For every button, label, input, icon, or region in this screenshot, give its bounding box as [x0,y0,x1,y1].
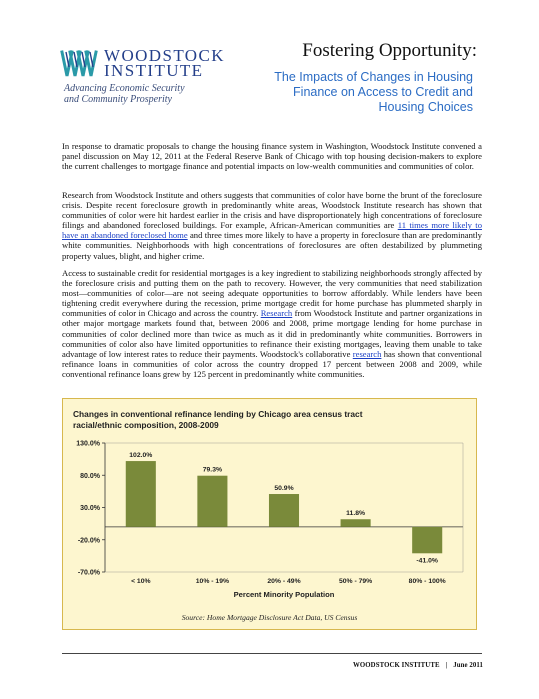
bar [269,494,299,527]
bar-value-label: 102.0% [129,452,153,460]
x-tick-label: 20% - 49% [267,578,301,585]
footer-separator: | [445,662,448,669]
abandoned-home-link[interactable]: 11 times more likely to have an abandoned foreclosed home [62,220,482,241]
bar [126,461,156,527]
x-tick-label: 50% - 79% [338,578,373,585]
paragraph-intro: In response to dramatic proposals to change the housing finance system in Washington, Woodstock Institute convened a panel discussion on May 12, 2011 at the Federal Reserve Bank of Chicago with top housing decision-makers to explore the current challenges to mortgage finance and potential impacts on low-wealth communities and communities of color. [62,141,482,172]
document-subtitle [243,70,473,115]
bar [197,476,227,527]
bar-value-label: 50.9% [274,485,294,493]
logo-wordmark [104,48,225,78]
paragraph-credit-text-c: has shown that conventional refinance loans in communities of color across the country dropped 17 percent between 2008 and 2009, while conventional refinance loans grew by 125 percent in predominantly white communities. [62,348,482,379]
logo-tagline [64,83,185,105]
paragraph-credit-text-a: Access to sustainable credit for residential mortgages is a key ingredient to stabilizing neighborhoods strongly affected by the foreclosure crisis and putting them on the path to recovery. However, the very communities that need stabilization most—communities of color—are not seeing adequate opportunities to borrow affordably. While lenders have been tightening credit everywhere during the recession, prime mortgage credit for home purchase has plummeted sharply in communities of color in Chicago and across the country. [62,268,482,319]
chart-source: Source: Home Mortgage Disclosure Act Data, US Census [181,613,358,622]
footer-divider [62,653,482,654]
collaborative-research-link[interactable]: research [352,348,382,359]
paragraph-foreclosure-text-a: Research from Woodstock Institute and others suggests that communities of color have borne the brunt of the foreclosure crisis. Despite recent foreclosure growth in predominantly white areas, Woodstock Institute research has shown that communities of color were hit hardest earlier in the crisis and have disproportionately high concentrations of foreclosure filings and abandoned foreclosed buildings. For example, African-American communities are [62,190,482,231]
bar [412,527,442,553]
logo-name-line1: WOODSTOCK [104,46,225,65]
logo-name-line2: INSTITUTE [104,61,204,80]
y-tick-label: -70.0% [77,569,100,577]
footer-org: WOODSTOCK INSTITUTE [353,662,440,669]
bar-value-label: 11.8% [346,510,366,518]
y-tick-label: 80.0% [80,472,100,480]
footer-date: June 2011 [453,662,483,669]
woodstock-logo [60,46,260,116]
chart-title: Changes in conventional refinance lending by Chicago area census tract racial/ethnic composition, 2008-2009 [73,409,363,430]
y-tick-label: 30.0% [80,505,100,512]
subtitle-line3: Housing Choices [378,100,473,114]
paragraph-foreclosure-text-b: and three times more likely to have a property in foreclosure than are predominantly white communities. Neighborhoods with high concentrations of foreclosures are often destabilized by plummeting property values, blight, and higher crime. [62,230,482,261]
bar [341,519,371,527]
paragraph-credit-access [62,268,482,379]
page-footer [353,662,483,669]
refinance-chart [62,398,477,630]
logo-tagline-line1: Advancing Economic Security [64,83,185,94]
y-tick-label: -20.0% [77,537,100,545]
document-title: Fostering Opportunity: [302,40,477,61]
x-tick-label: 10% - 19% [195,578,230,585]
subtitle-line1: The Impacts of Changes in Housing [274,70,473,84]
paragraph-foreclosure [62,190,482,261]
x-tick-label: < 10% [131,578,151,585]
paragraph-credit-text-b: from Woodstock Institute and partner organizations in other major mortgage markets found that, between 2006 and 2008, prime mortgage lending for home purchase in communities of color declined more than twice as much as it did in predominantly white communities. Borrowers in communities of color also have limited opportunities to refinance their existing mortgages, leaving them unable to take advantage of low interest rates to reduce their payments. Woodstock's collaborative [62,308,482,359]
chart-plot [63,399,478,631]
woodstock-logo-icon [60,49,100,79]
y-tick-label: 130.0% [76,440,100,448]
logo-tagline-line2: and Community Prosperity [64,94,172,105]
x-tick-label: 80% - 100% [408,578,446,585]
research-link[interactable]: Research [260,308,293,319]
x-axis-title: Percent Minority Population [233,590,335,599]
bar-value-label: 79.3% [202,466,223,474]
subtitle-line2: Finance on Access to Credit and [293,85,473,99]
bar-value-label: -41.0% [416,557,438,565]
